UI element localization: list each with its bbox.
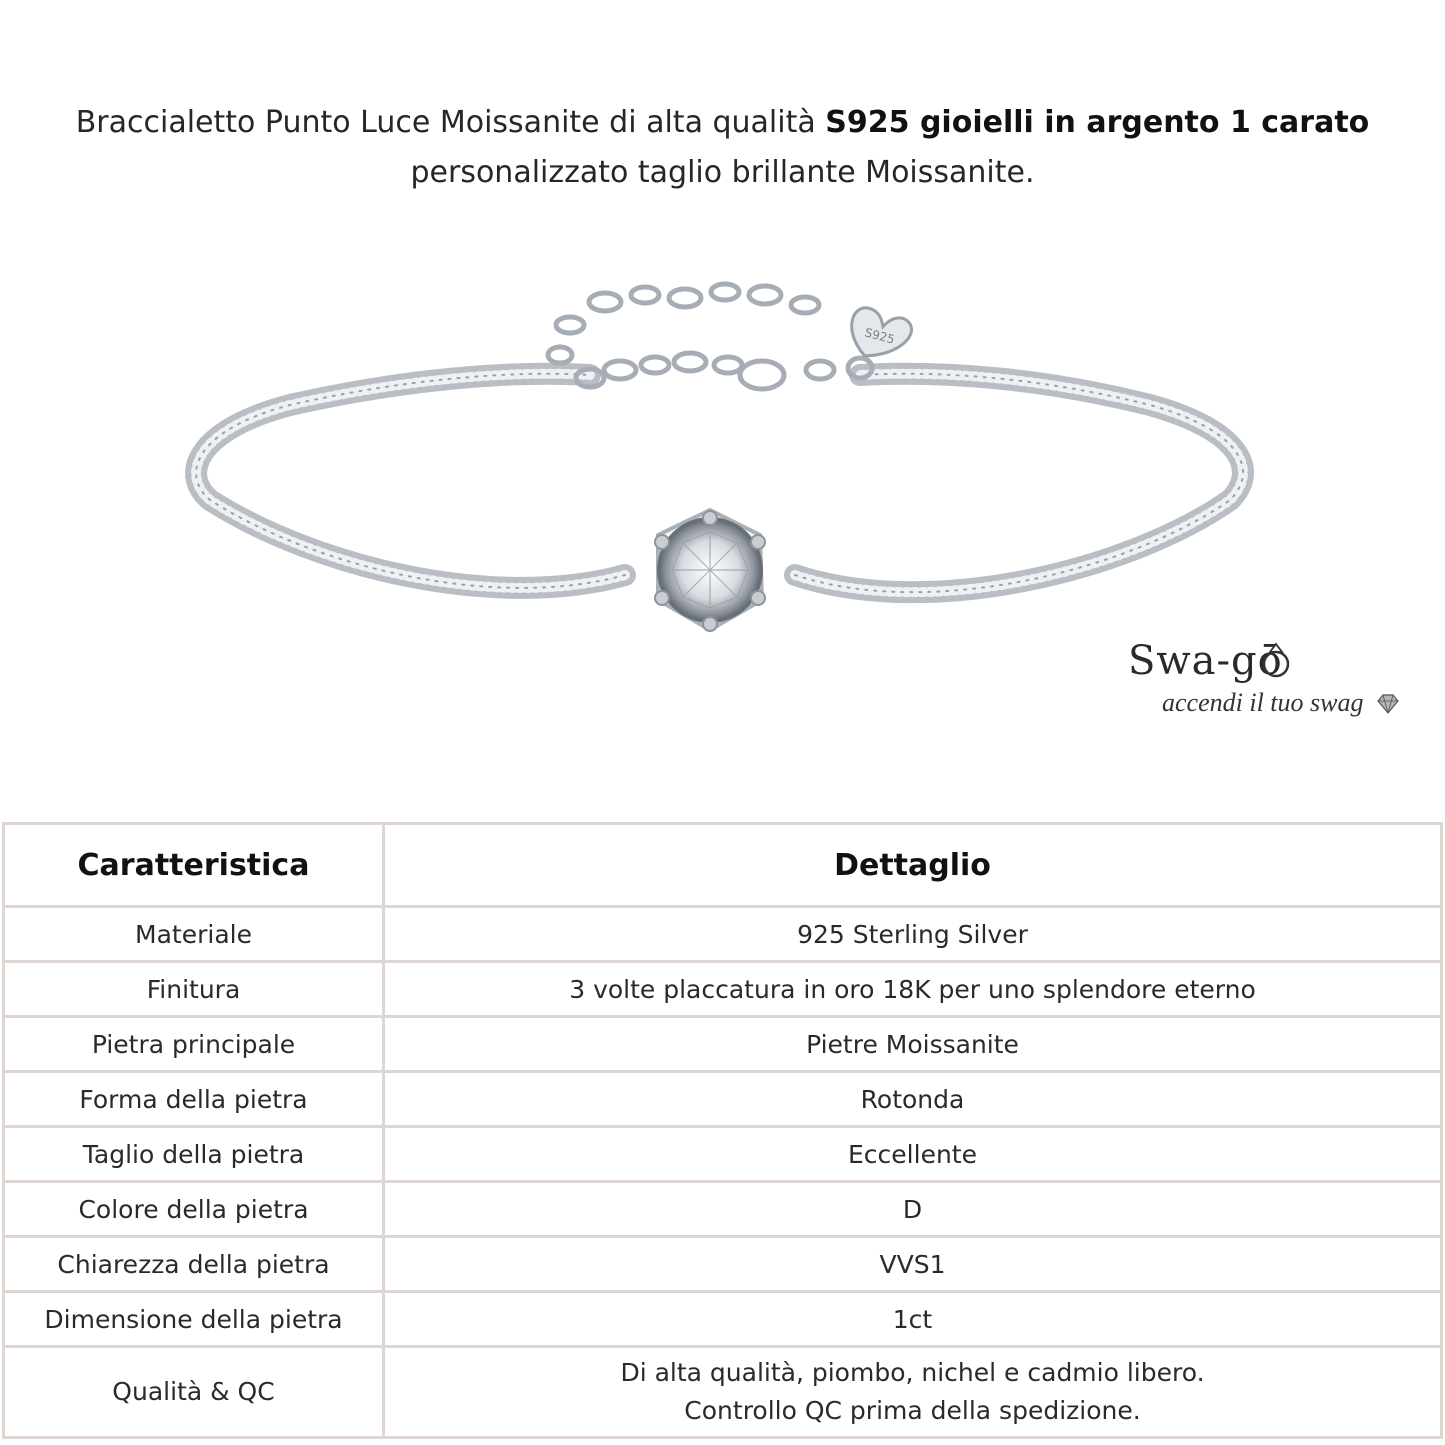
headline-line2: personalizzato taglio brillante Moissanite. (410, 155, 1035, 190)
table-row (4, 1292, 1442, 1347)
brand-name: Swa-gō (1128, 638, 1283, 684)
row-value: Pietre Moissanite (384, 1017, 1442, 1072)
table-row (4, 962, 1442, 1017)
brand-logo (1128, 638, 1408, 728)
table-row (4, 1237, 1442, 1292)
headline-regular: Braccialetto Punto Luce Moissanite di alta qualità (75, 105, 826, 140)
specifications-table (2, 822, 1443, 1439)
table-row (4, 1182, 1442, 1237)
headline-bold: S925 gioielli in argento 1 carato (825, 105, 1370, 140)
diamond-icon (1376, 694, 1400, 714)
row-value (384, 1347, 1442, 1438)
row-label: Pietra principale (4, 1017, 384, 1072)
header-detail: Dettaglio (384, 824, 1442, 907)
row-label: Qualità & QC (4, 1347, 384, 1438)
row-label: Chiarezza della pietra (4, 1237, 384, 1292)
row-label: Forma della pietra (4, 1072, 384, 1127)
table-header-row (4, 824, 1442, 907)
header-characteristic: Caratteristica (4, 824, 384, 907)
tag-engraving: S925 (863, 325, 897, 347)
table-row (4, 1017, 1442, 1072)
ring-icon (1256, 640, 1296, 680)
table-row (4, 1072, 1442, 1127)
row-value: 1ct (384, 1292, 1442, 1347)
row-label: Materiale (4, 907, 384, 962)
brand-tagline: accendi il tuo swag (1162, 688, 1364, 717)
moissanite-pendant (655, 510, 765, 631)
row-value: 3 volte placcatura in oro 18K per uno splendore eterno (384, 962, 1442, 1017)
table-row (4, 907, 1442, 962)
table-row (4, 1347, 1442, 1438)
bracelet-product-image (170, 270, 1270, 710)
row-label: Finitura (4, 962, 384, 1017)
row-value: VVS1 (384, 1237, 1442, 1292)
row-value-line1: Di alta qualità, piombo, nichel e cadmio libero. (620, 1358, 1205, 1387)
product-headline (30, 98, 1415, 198)
row-value: Rotonda (384, 1072, 1442, 1127)
row-value: Eccellente (384, 1127, 1442, 1182)
row-label: Taglio della pietra (4, 1127, 384, 1182)
row-value: D (384, 1182, 1442, 1237)
row-label: Dimensione della pietra (4, 1292, 384, 1347)
table-row (4, 1127, 1442, 1182)
row-value: 925 Sterling Silver (384, 907, 1442, 962)
row-label: Colore della pietra (4, 1182, 384, 1237)
row-value-line2: Controllo QC prima della spedizione. (684, 1396, 1141, 1425)
